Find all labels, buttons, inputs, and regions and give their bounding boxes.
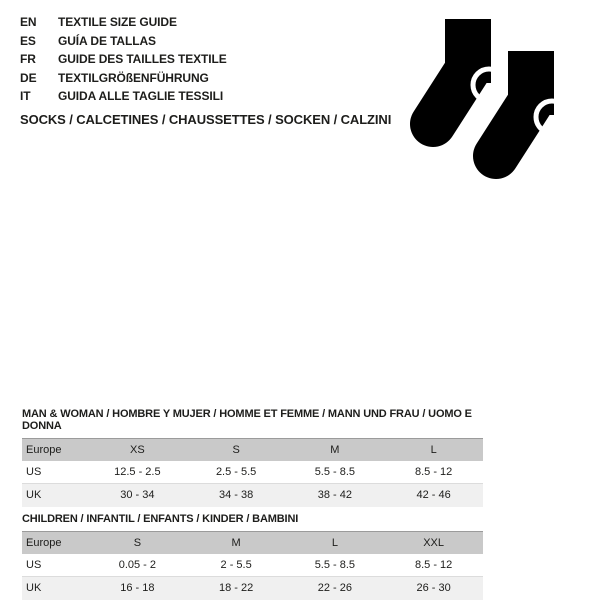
column-header-region: Europe bbox=[26, 536, 62, 549]
language-label: GUIDE DES TAILLES TEXTILE bbox=[58, 52, 227, 67]
language-row-en bbox=[20, 13, 227, 32]
table-row-us bbox=[22, 461, 483, 484]
language-row-it bbox=[20, 87, 227, 106]
table-row-uk bbox=[22, 577, 483, 600]
language-code: EN bbox=[20, 15, 37, 29]
language-code: FR bbox=[20, 52, 36, 67]
size-cell: 8.5 - 12 bbox=[414, 465, 453, 478]
column-header-size: XS bbox=[130, 443, 145, 456]
size-cell: 34 - 38 bbox=[219, 489, 254, 502]
size-cell: 5.5 - 8.5 bbox=[314, 465, 356, 478]
size-cell: 2 - 5.5 bbox=[220, 558, 252, 571]
language-row-es bbox=[20, 32, 227, 51]
size-cell: 26 - 30 bbox=[416, 582, 451, 595]
size-cell: 18 - 22 bbox=[219, 582, 254, 595]
language-list bbox=[20, 13, 227, 106]
column-header-size: L bbox=[331, 536, 338, 549]
size-cell: 5.5 - 8.5 bbox=[314, 558, 356, 571]
size-cell: 42 - 46 bbox=[416, 489, 451, 502]
size-cell: 16 - 18 bbox=[120, 582, 155, 595]
column-header-size: M bbox=[231, 536, 241, 549]
size-cell: 8.5 - 12 bbox=[414, 558, 453, 571]
region-label: US bbox=[26, 465, 42, 478]
column-header-size: S bbox=[232, 443, 240, 456]
language-row-fr bbox=[20, 50, 227, 69]
size-table bbox=[22, 438, 483, 507]
socks-icon bbox=[400, 14, 572, 196]
table-row-us bbox=[22, 554, 483, 577]
language-code: IT bbox=[20, 89, 31, 104]
column-header-size: S bbox=[133, 536, 142, 549]
sock-back bbox=[433, 19, 505, 124]
column-header-size: L bbox=[430, 443, 437, 456]
table-title: MAN & WOMAN / HOMBRE Y MUJER / HOMME ET FEMME / MANN UND FRAU / UOMO E DONNA bbox=[22, 408, 472, 432]
size-table-children bbox=[22, 513, 483, 600]
size-cell: 22 - 26 bbox=[317, 582, 352, 595]
size-cell: 0.05 - 2 bbox=[118, 558, 157, 571]
language-code: DE bbox=[20, 70, 37, 85]
size-cell: 38 - 42 bbox=[317, 489, 352, 502]
table-header-row bbox=[22, 439, 483, 461]
table-row-uk bbox=[22, 484, 483, 507]
size-cell: 30 - 34 bbox=[120, 489, 155, 502]
table-title: CHILDREN / INFANTIL / ENFANTS / KINDER / BAMBINI bbox=[22, 513, 299, 525]
size-cell: 12.5 - 2.5 bbox=[114, 465, 161, 478]
region-label: UK bbox=[26, 489, 42, 502]
region-label: UK bbox=[26, 582, 42, 595]
column-header-region: Europe bbox=[26, 443, 62, 456]
region-label: US bbox=[26, 558, 42, 571]
table-header-row bbox=[22, 532, 483, 554]
language-label: GUÍA DE TALLAS bbox=[58, 33, 156, 48]
language-label: TEXTILGRÖßENFÜHRUNG bbox=[58, 70, 209, 85]
language-row-de bbox=[20, 69, 227, 88]
size-table-man-woman bbox=[22, 408, 483, 507]
size-table bbox=[22, 531, 483, 600]
column-header-size: M bbox=[330, 443, 340, 456]
language-code: ES bbox=[20, 33, 36, 48]
size-cell: 2.5 - 5.5 bbox=[215, 465, 257, 478]
language-label: TEXTILE SIZE GUIDE bbox=[58, 15, 177, 29]
category-heading: SOCKS / CALCETINES / CHAUSSETTES / SOCKEN / CALZINI bbox=[20, 112, 392, 127]
column-header-size: XXL bbox=[423, 536, 445, 549]
sock-front bbox=[496, 51, 568, 156]
language-label: GUIDA ALLE TAGLIE TESSILI bbox=[58, 89, 224, 104]
